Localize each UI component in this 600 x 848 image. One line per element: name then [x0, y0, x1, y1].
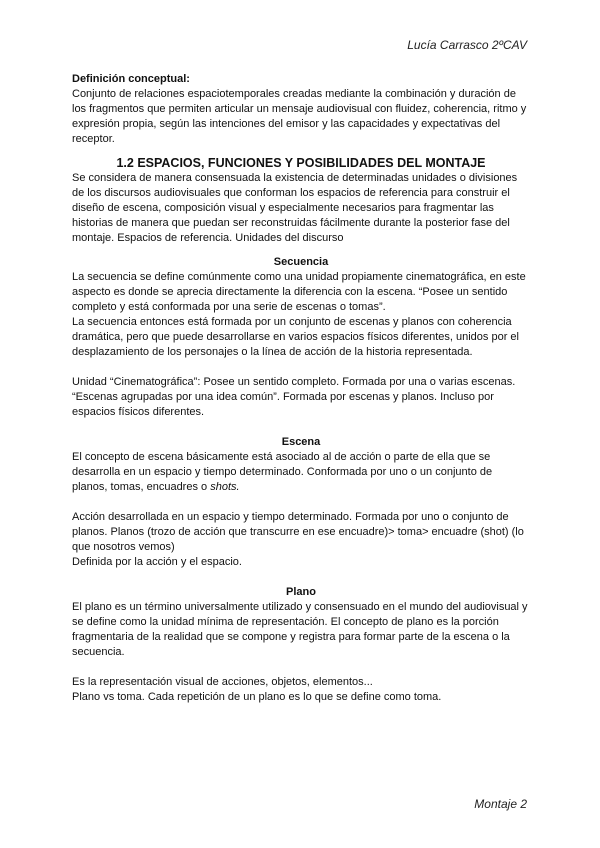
plano-paragraph-2: Es la representación visual de acciones, objetos, elementos... — [72, 676, 373, 688]
secuencia-paragraph-1: La secuencia se define comúnmente como una unidad propiamente cinematográfica, en este aspecto es donde se aprecia directamente la diferencia con la escena. “Posee un sentido completo y está conformada por una serie de escenas o tomas”. — [72, 271, 526, 313]
plano-heading: Plano — [286, 586, 316, 598]
section-intro: Se considera de manera consensuada la existencia de determinadas unidades o divisiones de los discursos audiovisuales que conforman los espacios de referencia para construir el diseño de escena, composición visual y especialmente necesarios para fragmentar las historias de manera que puedan ser reconstruidas fácilmente durante la posterior fase del montaje. Espacios de referencia. Unidades del discurso — [72, 172, 518, 244]
page-header-author: Lucía Carrasco 2ºCAV — [407, 38, 527, 52]
escena-paragraph-1 — [72, 450, 530, 495]
escena-paragraph-2: Acción desarrollada en un espacio y tiempo determinado. Formada por uno o conjunto de planos. Planos (trozo de acción que transcurre en ese encuadre)> toma> encuadre (shot) (lo que nosotros vemos) — [72, 511, 524, 553]
escena-paragraph-1-text: El concepto de escena básicamente está asociado al de acción o parte de ella que se desarrolla en un espacio y tiempo determinado. Conformada por uno o un conjunto de planos, tomas, encuadres o — [72, 451, 493, 493]
plano-paragraph-3: Plano vs toma. Cada repetición de un plano es lo que se define como toma. — [72, 691, 442, 703]
definition-label: Definición conceptual: — [72, 73, 190, 85]
page-footer-number: Montaje 2 — [474, 797, 527, 811]
secuencia-paragraph-2: La secuencia entonces está formada por un conjunto de escenas y planos con coherencia dramática, pero que puede desarrollarse en varios espacios físicos diferentes, unidos por el desplazamiento de los personajes o la línea de acción de la historia representada. — [72, 316, 519, 358]
document-body — [72, 72, 530, 705]
definition-text: Conjunto de relaciones espaciotemporales creadas mediante la combinación y duración de los fragmentos que permiten articular un mensaje audiovisual con fluidez, coherencia, ritmo y expresión propia, según las intenciones del emisor y las capacidades y expectativas del receptor. — [72, 88, 527, 145]
escena-shots-term: shots. — [210, 481, 240, 493]
secuencia-paragraph-3: Unidad “Cinematográfica”: Posee un sentido completo. Formada por una o varias escenas. “Escenas agrupadas por una idea común”. Formada por escenas y planos. Incluso por espacios físicos diferentes. — [72, 376, 516, 418]
plano-paragraph-1: El plano es un término universalmente utilizado y consensuado en el mundo del audiovisual y se define como la unidad mínima de representación. El concepto de plano es la porción fragmentaria de la realidad que se compone y registra para formar parte de la escena o la secuencia. — [72, 601, 528, 658]
secuencia-heading: Secuencia — [273, 256, 329, 268]
escena-paragraph-3: Definida por la acción y el espacio. — [72, 556, 242, 568]
section-title: 1.2 ESPACIOS, FUNCIONES Y POSIBILIDADES DEL MONTAJE — [116, 156, 486, 170]
escena-heading: Escena — [281, 436, 321, 448]
